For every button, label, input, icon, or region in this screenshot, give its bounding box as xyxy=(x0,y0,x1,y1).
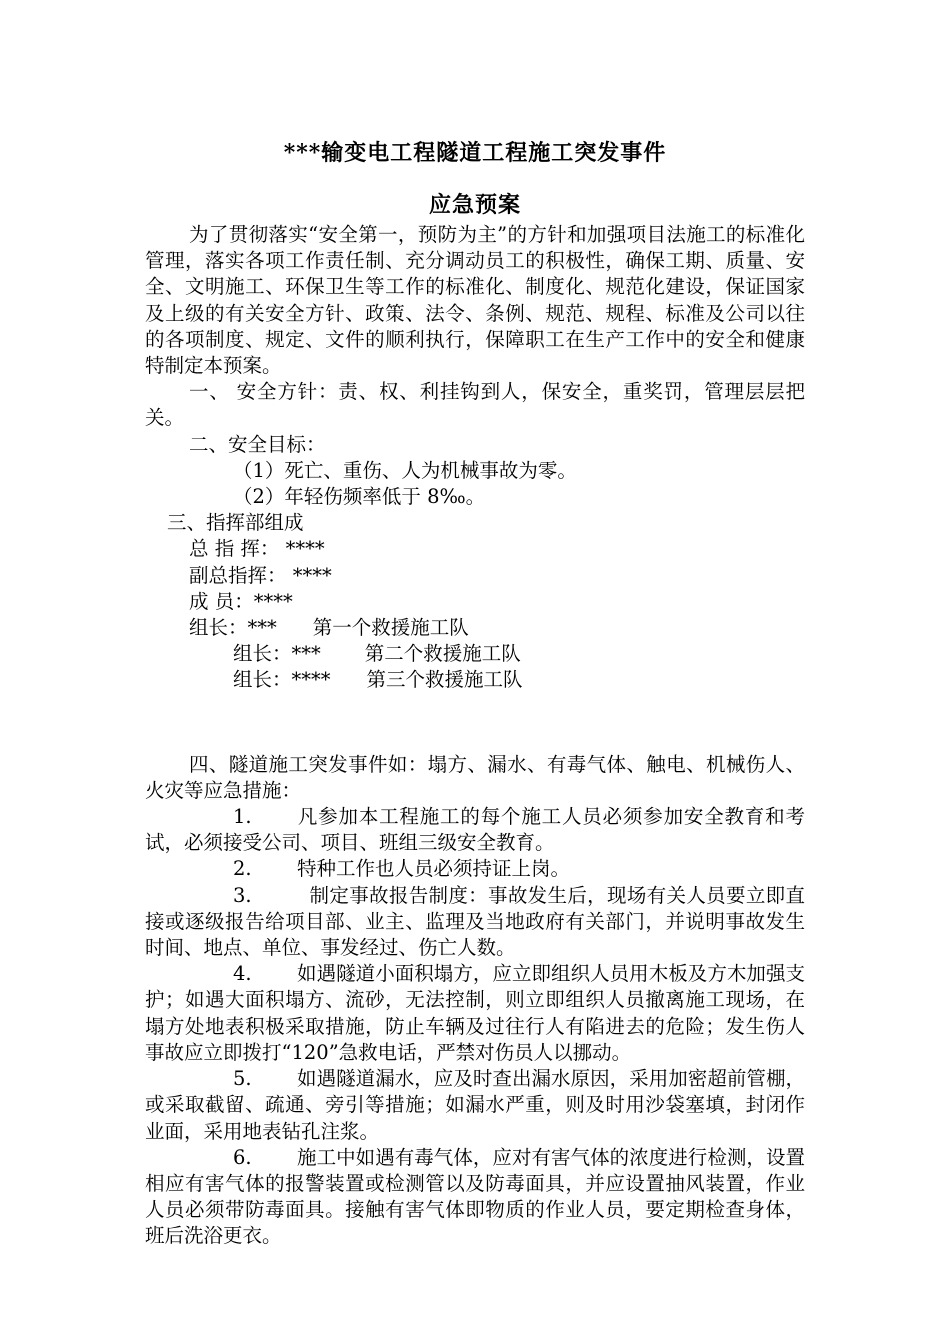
measure-text: 制定事故报告制度：事故发生后，现场有关人员要立即直接或逐级报告给项目部、业主、监理及当地政府有关部门，并说明事故发生时间、地点、单位、事发经过、伤亡人数。 xyxy=(145,883,805,960)
team-name: 第二个救援施工队 xyxy=(364,642,521,666)
section-safety-goals-heading: 二、安全目标： xyxy=(189,432,326,456)
measure-number: 4. xyxy=(233,962,252,986)
measure-number: 1. xyxy=(233,805,252,829)
team-name: 第一个救援施工队 xyxy=(312,616,469,640)
members-line: 成 员：**** xyxy=(189,589,293,613)
measure-item xyxy=(145,883,805,962)
measure-text: 施工中如遇有毒气体，应对有害气体的浓度进行检测，设置相应有害气体的报警装置或检测管以及防毒面具，并应设置抽风装置，作业人员必须带防毒面具。接触有害气体即物质的作业人员，要定期检查身体，班后洗浴更衣。 xyxy=(145,1145,805,1248)
team-leader: 组长：*** xyxy=(189,616,277,640)
commander-line: 总 指 挥： **** xyxy=(189,537,325,561)
measure-text: 如遇隧道漏水，应及时查出漏水原因，采用加密超前管棚，或采取截留、疏通、旁引等措施；如漏水严重，则及时用沙袋塞填，封闭作业面，采用地表钻孔注浆。 xyxy=(145,1067,805,1143)
measure-item xyxy=(145,961,805,1066)
measure-number: 3. xyxy=(233,883,252,907)
section-safety-policy: 一、 安全方针：责、权、利挂钩到人，保安全，重奖罚，管理层层把关。 xyxy=(145,380,805,430)
section-command-heading: 三、指挥部组成 xyxy=(167,511,304,535)
measure-item xyxy=(145,1145,805,1250)
team-leader: 组长：*** xyxy=(233,642,321,666)
team-row xyxy=(145,615,805,641)
measure-item xyxy=(145,1066,805,1145)
measure-item xyxy=(145,856,805,882)
measure-number: 5. xyxy=(233,1067,252,1091)
section-emergency-heading: 四、隧道施工突发事件如：塌方、漏水、有毒气体、触电、机械伤人、火灾等应急措施： xyxy=(145,752,805,802)
measure-text: 凡参加本工程施工的每个施工人员必须参加安全教育和考试，必须接受公司、项目、班组三级安全教育。 xyxy=(145,805,805,855)
team-leader: 组长：**** xyxy=(233,668,331,692)
safety-goal-item: （1）死亡、重伤、人为机械事故为零。 xyxy=(233,458,577,482)
document-subtitle: 应急预案 xyxy=(428,192,521,218)
deputy-commander-line: 副总指挥： **** xyxy=(189,563,332,587)
team-row xyxy=(145,641,805,667)
document-body xyxy=(145,222,805,1250)
team-row xyxy=(145,667,805,693)
intro-paragraph: 为了贯彻落实“安全第一，预防为主”的方针和加强项目法施工的标准化管理，落实各项工作责任制、充分调动员工的积极性，确保工期、质量、安全、文明施工、环保卫生等工作的标准化、制度化、规范化建设，保证国家及上级的有关安全方针、政策、法令、条例、规范、规程、标准及公司以往的各项制度、规定、文件的顺利执行，保障职工在生产工作中的安全和健康特制定本预案。 xyxy=(145,223,805,378)
measure-number: 6. xyxy=(233,1145,252,1169)
safety-goal-item: （2）年轻伤频率低于 8‰。 xyxy=(233,485,486,509)
measure-text: 如遇隧道小面积塌方，应立即组织人员用木板及方木加强支护；如遇大面积塌方、流砂，无法控制，则立即组织人员撤离施工现场，在塌方处地表积极采取措施，防止车辆及过往行人有陷进去的危险；发生伤人事故应立即拨打“120”急救电话，严禁对伤员人以挪动。 xyxy=(145,962,805,1064)
measure-text: 特种工作也人员必须持证上岗。 xyxy=(297,857,571,881)
document-title: ***输变电工程隧道工程施工突发事件 xyxy=(283,140,667,166)
measure-item xyxy=(145,804,805,856)
team-name: 第三个救援施工队 xyxy=(366,668,523,692)
spacer xyxy=(145,694,805,752)
measure-number: 2. xyxy=(233,857,252,881)
